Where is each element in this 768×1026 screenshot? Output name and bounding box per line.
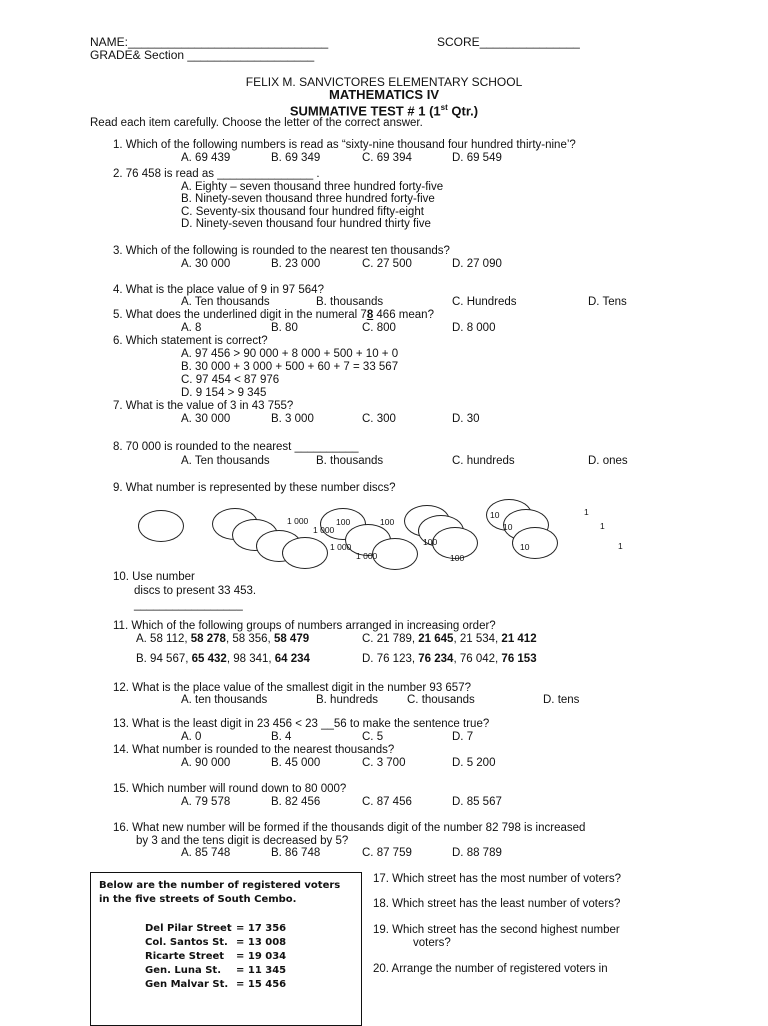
q5-option-b[interactable]: B. 80 — [271, 322, 298, 334]
voter-street: Gen Malvar St. — [145, 979, 229, 990]
q11-a-bold: 58 278 — [190, 633, 226, 645]
q6-option-a[interactable]: A. 97 456 > 90 000 + 8 000 + 500 + 10 + 0 — [181, 348, 399, 360]
q12-option-c[interactable]: C. thousands — [407, 694, 475, 706]
q8-text: 8. 70 000 is rounded to the nearest __________ — [113, 441, 359, 453]
voter-count: = 11 345 — [236, 965, 287, 976]
subject-title: MATHEMATICS IV — [328, 87, 439, 102]
q12-option-a[interactable]: A. ten thousands — [181, 694, 268, 706]
q15-option-d[interactable]: D. 85 567 — [452, 796, 502, 808]
test-title-text: SUMMATIVE TEST # 1 — [289, 103, 426, 119]
q4-option-b[interactable]: B. thousands — [316, 296, 384, 308]
q2-option-b[interactable]: B. Ninety-seven thousand three hundred forty-five — [181, 193, 435, 205]
score-line: _______________ — [479, 35, 580, 49]
q11-d-part: D. 76 123, — [362, 653, 419, 665]
q8-option-c[interactable]: C. hundreds — [452, 455, 515, 467]
q8-option-b[interactable]: B. thousands — [316, 455, 384, 467]
voter-count: = 17 356 — [236, 923, 287, 934]
q3-option-a[interactable]: A. 30 000 — [181, 258, 231, 270]
q13-option-c[interactable]: C. 5 — [362, 731, 384, 743]
voters-box-title-1: Below are the number of registered voters — [99, 880, 341, 891]
q2-option-d[interactable]: D. Ninety-seven thousand four hundred thirty five — [181, 218, 431, 230]
q11-a-bold: 58 479 — [273, 633, 310, 645]
q15-option-c[interactable]: C. 87 456 — [362, 796, 412, 808]
q10-line2: discs to present 33 453. — [134, 585, 257, 597]
q11-a-part: A. 58 112, — [136, 633, 191, 645]
q11-c-bold: 21 412 — [501, 633, 537, 645]
q5-option-a[interactable]: A. 8 — [181, 322, 202, 334]
name-line: ______________________________ — [128, 35, 329, 49]
voter-count: = 15 456 — [236, 979, 287, 990]
disc-label: 100 — [380, 517, 395, 527]
q19-line2: voters? — [413, 937, 451, 949]
q11-d-part: , 76 042, — [453, 653, 502, 665]
q15-option-b[interactable]: B. 82 456 — [271, 796, 321, 808]
q11-a-part: , 58 356, — [225, 633, 274, 645]
q14-text: 14. What number is rounded to the nearest thousands? — [113, 744, 395, 756]
voter-street: Gen. Luna St. — [145, 965, 222, 976]
q9-text: 9. What number is represented by these number discs? — [113, 482, 396, 494]
q11-c-part: C. 21 789, — [362, 633, 419, 645]
q7-option-b[interactable]: B. 3 000 — [271, 413, 314, 425]
q20-text: 20. Arrange the number of registered voters in — [373, 963, 608, 975]
q16-line2: by 3 and the tens digit is decreased by 5? — [136, 835, 349, 847]
disc-label: 1 000 — [287, 516, 309, 526]
q8-option-a[interactable]: A. Ten thousands — [181, 455, 270, 467]
disc-label: 1 — [584, 507, 589, 517]
q11-c-bold: 21 645 — [418, 633, 454, 645]
q6-text: 6. Which statement is correct? — [113, 335, 268, 347]
q13-option-d[interactable]: D. 7 — [452, 731, 474, 743]
q11-option-c[interactable] — [362, 633, 537, 646]
q3-text: 3. Which of the following is rounded to the nearest ten thousands? — [113, 245, 450, 257]
q16-option-d[interactable]: D. 88 789 — [452, 847, 502, 859]
q7-option-c[interactable]: C. 300 — [362, 413, 396, 425]
q11-option-d[interactable] — [362, 653, 537, 666]
q2-option-c[interactable]: C. Seventy-six thousand four hundred fifty-eight — [181, 206, 424, 218]
grade-label: GRADE& Section — [90, 48, 185, 62]
number-disc — [282, 537, 328, 569]
q5-text — [113, 309, 434, 322]
quarter-open: (1 — [429, 103, 441, 119]
q16-option-a[interactable]: A. 85 748 — [181, 847, 231, 859]
q15-text: 15. Which number will round down to 80 000? — [113, 783, 347, 795]
q10-line1: 10. Use number — [113, 571, 195, 583]
disc-label: 100 — [450, 553, 465, 563]
quarter-sup: st — [440, 103, 448, 112]
disc-label: 100 — [423, 537, 438, 547]
q11-b-bold: 64 234 — [274, 653, 310, 665]
q14-option-c[interactable]: C. 3 700 — [362, 757, 406, 769]
voters-box-title-2: in the five streets of South Cembo. — [99, 894, 297, 905]
test-title — [0, 101, 768, 117]
q11-c-part: , 21 534, — [453, 633, 502, 645]
q16-option-b[interactable]: B. 86 748 — [271, 847, 321, 859]
q1-text: 1. Which of the following numbers is read as “sixty-nine thousand four hundred thirty-nine’? — [113, 139, 576, 151]
q3-option-d[interactable]: D. 27 090 — [452, 258, 502, 270]
q16-line1: 16. What new number will be formed if the thousands digit of the number 82 798 is increased — [113, 822, 586, 834]
q3-option-b[interactable]: B. 23 000 — [271, 258, 321, 270]
q12-option-d[interactable]: D. tens — [543, 694, 580, 706]
q4-option-a[interactable]: A. Ten thousands — [181, 296, 270, 308]
q19-line1: 19. Which street has the second highest number — [373, 924, 620, 936]
q14-option-d[interactable]: D. 5 200 — [452, 757, 496, 769]
q2-text: 2. 76 458 is read as _______________ . — [113, 168, 320, 180]
q14-option-a[interactable]: A. 90 000 — [181, 757, 231, 769]
name-label: NAME: — [90, 35, 129, 49]
q13-option-b[interactable]: B. 4 — [271, 731, 292, 743]
q12-text: 12. What is the place value of the smallest digit in the number 93 657? — [113, 682, 471, 694]
q5-text-before: 5. What does the underlined digit in the numeral 7 — [113, 309, 367, 321]
voter-street: Col. Santos St. — [145, 937, 228, 948]
q16-option-c[interactable]: C. 87 759 — [362, 847, 412, 859]
voter-street: Del Pilar Street — [145, 923, 232, 934]
score-label: SCORE — [437, 35, 480, 49]
q11-b-part: B. 94 567, — [136, 653, 192, 665]
number-disc — [512, 527, 558, 559]
disc-label: 1 000 — [313, 525, 335, 535]
q1-option-c[interactable]: C. 69 394 — [362, 152, 412, 164]
grade-section-field[interactable] — [90, 49, 314, 62]
voter-count: = 19 034 — [236, 951, 287, 962]
q4-text: 4. What is the place value of 9 in 97 564? — [113, 284, 324, 296]
q8-option-d[interactable]: D. ones — [588, 455, 628, 467]
voters-info-box — [90, 872, 362, 1026]
q13-option-a[interactable]: A. 0 — [181, 731, 202, 743]
grade-line: ___________________ — [187, 48, 315, 62]
disc-label: 100 — [336, 517, 351, 527]
q18-text: 18. Which street has the least number of voters? — [373, 898, 621, 910]
disc-label: 1 000 — [356, 551, 378, 561]
q6-option-d[interactable]: D. 9 154 > 9 345 — [181, 387, 267, 399]
disc-label: 1 — [600, 521, 605, 531]
q5-text-after: 466 mean? — [373, 309, 434, 321]
q5-underlined-digit: 8 — [366, 309, 374, 321]
disc-label: 1 — [618, 541, 623, 551]
q13-text: 13. What is the least digit in 23 456 < 23 __56 to make the sentence true? — [113, 718, 490, 730]
q12-option-b[interactable]: B. hundreds — [316, 694, 379, 706]
q11-text: 11. Which of the following groups of numbers arranged in increasing order? — [113, 620, 496, 632]
q7-option-a[interactable]: A. 30 000 — [181, 413, 231, 425]
school-name: FELIX M. SANVICTORES ELEMENTARY SCHOOL — [245, 75, 523, 89]
q4-option-c[interactable]: C. Hundreds — [452, 296, 517, 308]
q6-option-c[interactable]: C. 97 454 < 87 976 — [181, 374, 280, 386]
voter-count: = 13 008 — [236, 937, 287, 948]
disc-label: 10 — [490, 510, 500, 520]
q1-option-d[interactable]: D. 69 549 — [452, 152, 502, 164]
q1-option-b[interactable]: B. 69 349 — [271, 152, 321, 164]
voter-street: Ricarte Street — [145, 951, 225, 962]
q2-option-a[interactable]: A. Eighty – seven thousand three hundred forty-five — [181, 181, 444, 193]
number-disc — [138, 510, 184, 542]
q14-option-b[interactable]: B. 45 000 — [271, 757, 321, 769]
q7-option-d[interactable]: D. 30 — [452, 413, 480, 425]
q3-option-c[interactable]: C. 27 500 — [362, 258, 412, 270]
disc-label: 10 — [520, 542, 530, 552]
instructions: Read each item carefully. Choose the letter of the correct answer. — [90, 117, 423, 129]
q6-option-b[interactable]: B. 30 000 + 3 000 + 500 + 60 + 7 = 33 567 — [181, 361, 399, 373]
q11-d-bold: 76 234 — [418, 653, 454, 665]
quarter-close: Qtr.) — [451, 103, 479, 119]
q10-answer-blank[interactable]: _________________ — [134, 599, 243, 611]
q5-option-d[interactable]: D. 8 000 — [452, 322, 496, 334]
disc-label: 10 — [503, 522, 513, 532]
q4-option-d[interactable]: D. Tens — [588, 296, 627, 308]
q15-option-a[interactable]: A. 79 578 — [181, 796, 231, 808]
q11-b-bold: 65 432 — [191, 653, 227, 665]
disc-label: 1 000 — [330, 542, 352, 552]
q11-option-b[interactable] — [136, 653, 310, 666]
q11-option-a[interactable] — [136, 633, 309, 646]
score-field[interactable] — [437, 36, 580, 49]
q11-d-bold: 76 153 — [501, 653, 537, 665]
q11-b-part: , 98 341, — [226, 653, 275, 665]
q5-option-c[interactable]: C. 800 — [362, 322, 396, 334]
q1-option-a[interactable]: A. 69 439 — [181, 152, 231, 164]
number-disc — [372, 538, 418, 570]
q17-text: 17. Which street has the most number of voters? — [373, 873, 622, 885]
q7-text: 7. What is the value of 3 in 43 755? — [113, 400, 294, 412]
